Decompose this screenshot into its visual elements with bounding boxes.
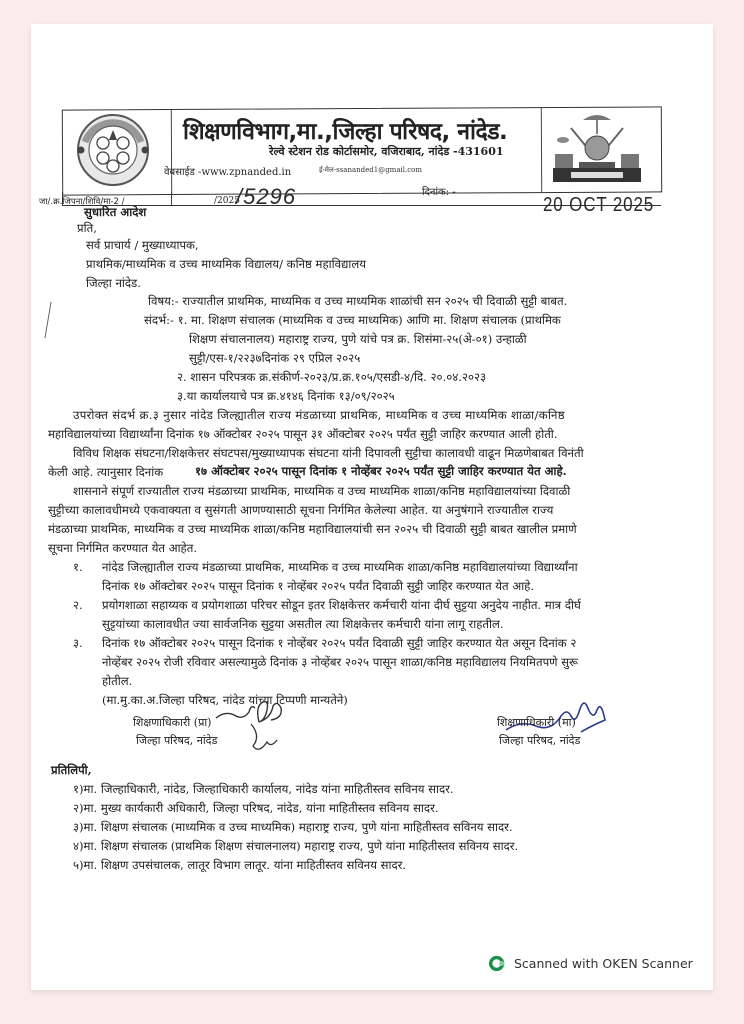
signatory-title: शिक्षणाधिकारी (प्रा) [133, 716, 212, 729]
paragraph-bold-highlight: १७ ऑक्टोबर २०२५ पासून दिनांक १ नोव्हेंबर २०२५ पर्यंत सुट्टी जाहिर करण्यात येत आहे. [195, 464, 567, 478]
reference-line: सुट्टी/एस-१/२२३७दिनांक २९ एप्रिल २०२५ [189, 351, 361, 365]
copy-item: ४)मा. शिक्षण संचालक (प्राथमिक शिक्षण संचालनालय) महाराष्ट्र राज्य, पुणे यांना माहितीस्तव सविनय सादर. [73, 839, 519, 853]
reference-line: शिक्षण संचालनालय) महाराष्ट्र राज्य, पुणे यांचे पत्र क्र. शिसंमा-२५(अे-०१) उन्हाळी [189, 332, 527, 346]
reference-line: ३.या कार्यालयाचे पत्र क्र.४१४६ दिनांक १३/०९/२०२५ [177, 389, 395, 403]
scanner-watermark [489, 955, 693, 972]
oken-logo-icon [489, 955, 506, 972]
signatory-title: शिक्षणाधिकारी (मा) [497, 716, 576, 729]
point-line: नोव्हेंबर २०२५ रोजी रविवार असल्यामुळे दिनांक ३ नोव्हेंबर २०२५ पासून शाळा/कनिष्ठ महाविद्यालय नियमितपणे सुरू [102, 655, 579, 669]
letterhead-address: रेल्वे स्टेशन रोड कोर्टासमोर, वजिराबाद, नांदेड -431601 [269, 145, 504, 158]
copy-item: ३)मा. शिक्षण संचालक (माध्यमिक व उच्च माध्यमिक) महाराष्ट्र राज्य, पुणे यांना माहितीस्तव सविनय सादर. [73, 820, 513, 834]
date-stamp: 20 OCT 2025 [543, 194, 655, 216]
letterhead-email: ई-मेल-ssananded1@gmail.com [319, 166, 422, 174]
pen-mark [43, 300, 53, 340]
copy-item: १)मा. जिल्हाधिकारी, नांदेड, जिल्हाधिकारी कार्यालय, नांदेड यांना माहितीस्तव सविनय सादर. [73, 782, 454, 796]
point-line: दिनांक १७ ऑक्टोबर २०२५ पासून दिनांक १ नोव्हेंबर २०२५ पर्यंत दिवाळी सुट्टी जाहिर करण्यात येत आहे. [102, 579, 535, 593]
paragraph-line: उपरोक्त संदर्भ क्र.३ नुसार नांदेड जिल्ह्यातील राज्य मंडळाच्या प्राथमिक, माध्यमिक व उच्च माध्यमिक शाळा/कनिष्ठ [73, 408, 565, 422]
copies-heading: प्रतिलिपी, [51, 763, 92, 777]
document-page [31, 24, 713, 990]
reference-line: संदर्भ:- १. मा. शिक्षण संचालक (माध्यमिक व उच्च माध्यमिक) आणि मा. शिक्षण संचालक (प्राथमिक [144, 313, 561, 327]
copy-item: ५)मा. शिक्षण उपसंचालक, लातूर विभाग लातूर. यांना माहितीस्तव सविनय सादर. [73, 858, 407, 872]
recipient-line: सर्व प्राचार्य / मुख्याध्यापक, [86, 238, 199, 252]
point-line: नांदेड जिल्ह्यातील राज्य मंडळाच्या प्राथमिक, माध्यमिक व उच्च माध्यमिक शाळा/कनिष्ठ महाविद्यालयांच्या विद्यार्थ्यांना [102, 560, 578, 574]
point-number: १. [73, 560, 83, 574]
letterhead-title: शिक्षणविभाग,मा.,जिल्हा परिषद, नांदेड. [183, 119, 508, 145]
paragraph-line: केली आहे. त्यानुसार दिनांक [48, 465, 164, 479]
point-line: दिनांक १७ ऑक्टोबर २०२५ पासून दिनांक १ नोव्हेंबर २०२५ पर्यंत दिवाळी सुट्टी जाहिर करण्यात येत असून दिनांक २ [102, 636, 577, 650]
signatory-office: जिल्हा परिषद, नांदेड [136, 734, 218, 747]
shivaji-emblem-logo [541, 110, 653, 190]
paragraph-line: विविध शिक्षक संघटना/शिक्षकेत्तर संघटपस/मुख्याध्यापक संघटना यांनी दिपावली सुट्टीचा कालावधी वाढून मिळणेबाबत विनंती [73, 446, 584, 460]
paragraph-line: सुट्टीच्या कालावधीमध्ये एकवाक्यता व सुसंगती आणण्यासाठी सूचना निर्गमित केलेल्या आहेत. या अनुषंगाने राज्यातील राज्य [48, 503, 554, 517]
to-label: प्रति, [77, 221, 97, 235]
letterhead-website: वेबसाईड -www.zpnanded.in [164, 167, 292, 178]
paragraph-line: शासनाने संपूर्ण राज्यातील राज्य मंडळाच्या प्राथमिक, माध्यमिक व उच्च माध्यमिक शाळा/कनिष्ठ महाविद्यालयांच्या दिवाळी [73, 484, 571, 498]
divider [171, 110, 172, 194]
point-number: ३. [73, 636, 83, 650]
reference-number-handwritten: /5296 [236, 184, 297, 209]
paragraph-line: सूचना निर्गमित करण्यात येत आहेत. [48, 541, 198, 555]
subject-line: विषय:- राज्यातील प्राथमिक, माध्यमिक व उच्च माध्यमिक शाळांची सन २०२५ ची दिवाळी सुट्टी बाबत. [148, 294, 568, 308]
divider [171, 192, 172, 205]
point-line: प्रयोगशाळा सहाय्यक व प्रयोगशाळा परिचर सोडून इतर शिक्षकेत्तर कर्मचारी यांना दीर्घ सुट्टया अनुदेय नाहीत. मात्र दीर्घ [102, 598, 581, 612]
order-heading: सुधारित आदेश [84, 205, 147, 219]
scanner-label: Scanned with OKEN Scanner [514, 956, 693, 971]
reference-date-label: दिनांक: - [422, 187, 456, 198]
reference-line: २. शासन परिपत्रक क्र.संकीर्ण-२०२३/प्र.क्र.१०५/एसडी-४/दि. २०.०४.२०२३ [177, 370, 487, 384]
point-number: २. [73, 598, 83, 612]
signatory-office: जिल्हा परिषद, नांदेड [499, 734, 581, 747]
copy-item: २)मा. मुख्य कार्यकारी अधिकारी, जिल्हा परिषद, नांदेड, यांना माहितीस्तव सविनय सादर. [73, 801, 439, 815]
reference-prefix: जा/.क्र.जिपना/शिवि/मा-2 / [39, 197, 125, 207]
paragraph-line: मंडळाच्या प्राथमिक, माध्यमिक व उच्च माध्यमिक शाळा/कनिष्ठ महाविद्यालयांची सन २०२५ ची दिवाळी सुट्टी बाबत खालील प्रमाणे [48, 522, 577, 536]
approval-note: (मा.मु.का.अ.जिल्हा परिषद, नांदेड यांच्या टिप्पणी मान्यतेने) [102, 693, 348, 707]
zilla-parishad-logo [71, 110, 155, 190]
reference-year: /2025 [214, 196, 240, 206]
paragraph-line: महाविद्यालयांच्या विद्यार्थ्यांना दिनांक १७ ऑक्टोबर २०२५ पासून ३१ ऑक्टोबर २०२५ पर्यंत सुट्टी जाहिर करण्यात आली होती. [48, 427, 558, 441]
recipient-line: जिल्हा नांदेड. [86, 276, 141, 290]
point-line: सुट्टयांच्या कालावधीत ज्या सार्वजनिक सुट्टया असतील त्या शिक्षकेत्तर कर्मचारी यांना लागू राहतील. [102, 617, 504, 631]
recipient-line: प्राथमिक/माध्यमिक व उच्च माध्यमिक विद्यालय/ कनिष्ठ महाविद्यालय [86, 257, 366, 271]
point-line: होतील. [102, 674, 133, 688]
signature-left [211, 696, 291, 756]
